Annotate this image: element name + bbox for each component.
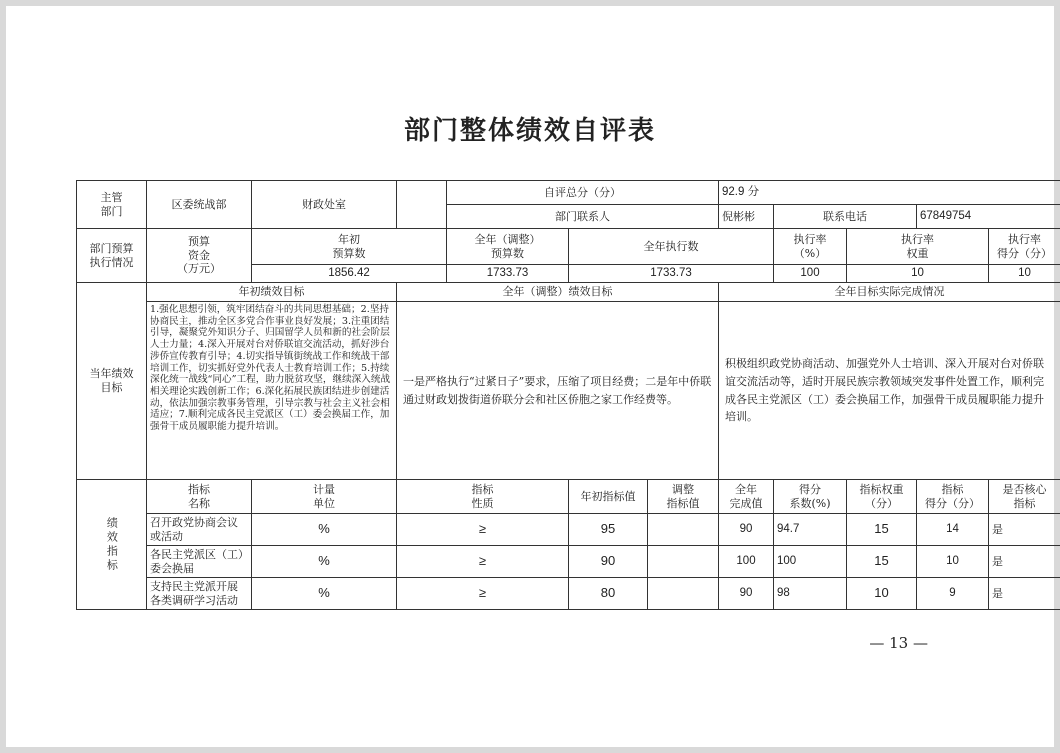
ind-unit: % — [252, 578, 397, 610]
table-row — [77, 514, 1060, 546]
ind-score: 10 — [917, 546, 989, 578]
contact-label: 部门联系人 — [447, 205, 719, 229]
budget-weight-value: 10 — [847, 265, 989, 283]
office-value: 财政处室 — [252, 181, 397, 229]
goals-actual-header: 全年目标实际完成情况 — [719, 283, 1060, 302]
budget-adjusted-value: 1733.73 — [447, 265, 569, 283]
ind-name: 支持民主党派开展各类调研学习活动 — [147, 578, 252, 610]
goals-initial-header: 年初绩效目标 — [147, 283, 397, 302]
ind-actual: 90 — [719, 578, 774, 610]
dept-value: 区委统战部 — [147, 181, 252, 229]
ind-core: 是 — [989, 578, 1060, 610]
indicators-section-text: 绩效指标 — [105, 516, 119, 573]
goals-actual-text: 积极组织政党协商活动、加强党外人士培训、深入开展对台对侨联谊交流活动等，适时开展民族宗教领域突发事件处置工作，顺利完成各民主党派区（工）委会换届工作，加强骨干成员履职能力提升培训。 — [719, 302, 1060, 480]
ind-initial: 80 — [569, 578, 648, 610]
contact-name: 倪彬彬 — [719, 205, 774, 229]
ind-nature: ≥ — [397, 578, 569, 610]
ind-core: 是 — [989, 546, 1060, 578]
score-value: 92.9 分 — [719, 181, 1060, 205]
phone-label: 联系电话 — [774, 205, 917, 229]
ind-header-initial: 年初指标值 — [569, 480, 648, 514]
budget-initial-header: 年初 预算数 — [252, 229, 447, 265]
page-number: — 13 — — [869, 634, 928, 652]
budget-initial-value: 1856.42 — [252, 265, 447, 283]
blank-cell — [397, 181, 447, 229]
ind-name: 各民主党派区（工）委会换届 — [147, 546, 252, 578]
indicators-section-label — [77, 480, 147, 610]
ind-unit: % — [252, 514, 397, 546]
ind-nature: ≥ — [397, 546, 569, 578]
budget-rate-header: 执行率 （%） — [774, 229, 847, 265]
ind-weight: 15 — [847, 546, 917, 578]
ind-score: 9 — [917, 578, 989, 610]
ind-initial: 90 — [569, 546, 648, 578]
ind-header-weight: 指标权重 （分） — [847, 480, 917, 514]
dept-label: 主管 部门 — [77, 181, 147, 229]
ind-adjusted — [648, 514, 719, 546]
ind-unit: % — [252, 546, 397, 578]
table-row — [77, 578, 1060, 610]
budget-weight-header: 执行率 权重 — [847, 229, 989, 265]
ind-header-unit: 计量 单位 — [252, 480, 397, 514]
ind-initial: 95 — [569, 514, 648, 546]
table-row — [77, 546, 1060, 578]
ind-header-adjusted: 调整 指标值 — [648, 480, 719, 514]
ind-actual: 90 — [719, 514, 774, 546]
ind-nature: ≥ — [397, 514, 569, 546]
budget-executed-header: 全年执行数 — [569, 229, 774, 265]
ind-weight: 10 — [847, 578, 917, 610]
ind-header-coef: 得分 系数(%) — [774, 480, 847, 514]
budget-adjusted-header: 全年（调整） 预算数 — [447, 229, 569, 265]
ind-coef: 100 — [774, 546, 847, 578]
ind-name: 召开政党协商会议或活动 — [147, 514, 252, 546]
goals-adjusted-text: 一是严格执行“过紧日子”要求，压缩了项目经费；二是年中侨联通过财政划拨街道侨联分会和社区侨胞之家工作经费等。 — [397, 302, 719, 480]
ind-coef: 98 — [774, 578, 847, 610]
budget-score-value: 10 — [989, 265, 1060, 283]
ind-adjusted — [648, 578, 719, 610]
ind-header-core: 是否核心 指标 — [989, 480, 1060, 514]
budget-section-label: 部门预算 执行情况 — [77, 229, 147, 283]
ind-header-score: 指标 得分（分） — [917, 480, 989, 514]
goals-section-label: 当年绩效 目标 — [77, 283, 147, 480]
budget-rate-value: 100 — [774, 265, 847, 283]
ind-header-actual: 全年 完成值 — [719, 480, 774, 514]
document-page — [6, 6, 1054, 747]
document-title: 部门整体绩效自评表 — [403, 116, 656, 146]
ind-actual: 100 — [719, 546, 774, 578]
ind-weight: 15 — [847, 514, 917, 546]
ind-header-name: 指标 名称 — [147, 480, 252, 514]
budget-score-header: 执行率 得分（分） — [989, 229, 1060, 265]
phone-value: 67849754 — [917, 205, 1060, 229]
performance-table — [76, 180, 1060, 610]
ind-coef: 94.7 — [774, 514, 847, 546]
goals-adjusted-header: 全年（调整）绩效目标 — [397, 283, 719, 302]
ind-score: 14 — [917, 514, 989, 546]
goals-initial-text: 1.强化思想引领，筑牢团结奋斗的共同思想基础；2.坚持协商民主，推动全区多党合作事业良好发展；3.注重团结引导，凝聚党外知识分子、归国留学人员和新的社会阶层人士力量；4.深入开展对台对侨联谊交流活动，抓好涉台涉侨宣传教育引导；4.切实指导镇街统战工作和统战干部培训工作，切实抓好党外代表人士教育培训工作；5.持续深化统一战线“同心”工程，助力脱贫攻坚，继续深入统战相关理论实践创新工作；6.深化拓展民族团结进步创建活动，依法加强宗教事务管理，引导宗教与社会主义社会相适应；7.顺利完成各民主党派区（工）委会换届工作，加强骨干成员履职能力提升培训。 — [147, 302, 397, 480]
ind-adjusted — [648, 546, 719, 578]
budget-executed-value: 1733.73 — [569, 265, 774, 283]
ind-core: 是 — [989, 514, 1060, 546]
score-label: 自评总分（分） — [447, 181, 719, 205]
budget-fund-label: 预算 资金 （万元） — [147, 229, 252, 283]
ind-header-nature: 指标 性质 — [397, 480, 569, 514]
